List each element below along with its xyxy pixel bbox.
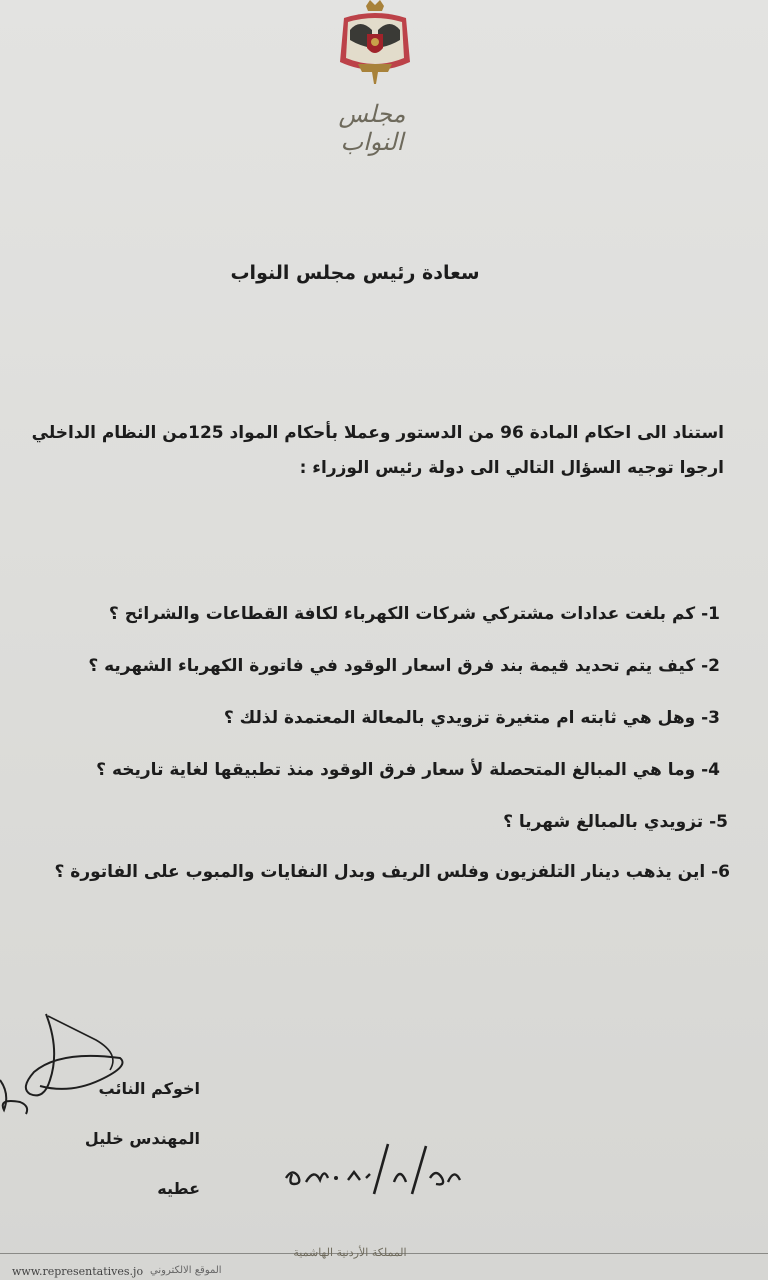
signatory-name: المهندس خليل عطيه — [84, 1129, 200, 1198]
question-item: 2- كيف يتم تحديد قيمة بند فرق اسعار الوقود في فاتورة الكهرباء الشهريه ؟ — [88, 656, 720, 676]
question-item: 6- اين يذهب دينار التلفزيون وفلس الريف وبدل النفايات والمبوب على الفاتورة ؟ — [54, 862, 730, 882]
question-item: 5- تزويدي بالمبالغ شهريا ؟ — [503, 812, 728, 832]
coat-of-arms-icon — [336, 0, 414, 86]
intro-paragraph — [31, 416, 724, 486]
intro-line: استناد الى احكام المادة 96 من الدستور وعملا بأحكام المواد 125من النظام الداخلي — [31, 423, 724, 443]
footer-website-link[interactable]: www.representatives.jo — [12, 1265, 144, 1278]
question-item: 4- وما هي المبالغ المتحصلة لأ سعار فرق الوقود منذ تطبيقها لغاية تاريخه ؟ — [96, 760, 720, 780]
intro-line: ارجوا توجيه السؤال التالي الى دولة رئيس الوزراء : — [299, 458, 724, 478]
closing-block — [40, 1064, 200, 1214]
footer-website-label: الموقع الالكتروني — [150, 1265, 222, 1276]
question-item: 1- كم بلغت عدادات مشتركي شركات الكهرباء لكافة القطاعات والشرائح ؟ — [108, 604, 720, 624]
sign-off: اخوكم النائب — [98, 1079, 200, 1098]
handwritten-date — [266, 1138, 466, 1198]
addressee-heading: سعادة رئيس مجلس النواب — [230, 262, 480, 284]
question-item: 3- وهل هي ثابته ام متغيرة تزويدي بالمعالة المعتمدة لذلك ؟ — [223, 708, 720, 728]
council-name: مجلس النواب — [338, 100, 406, 156]
footer-org-name: المملكة الأردنية الهاشمية — [293, 1246, 407, 1259]
